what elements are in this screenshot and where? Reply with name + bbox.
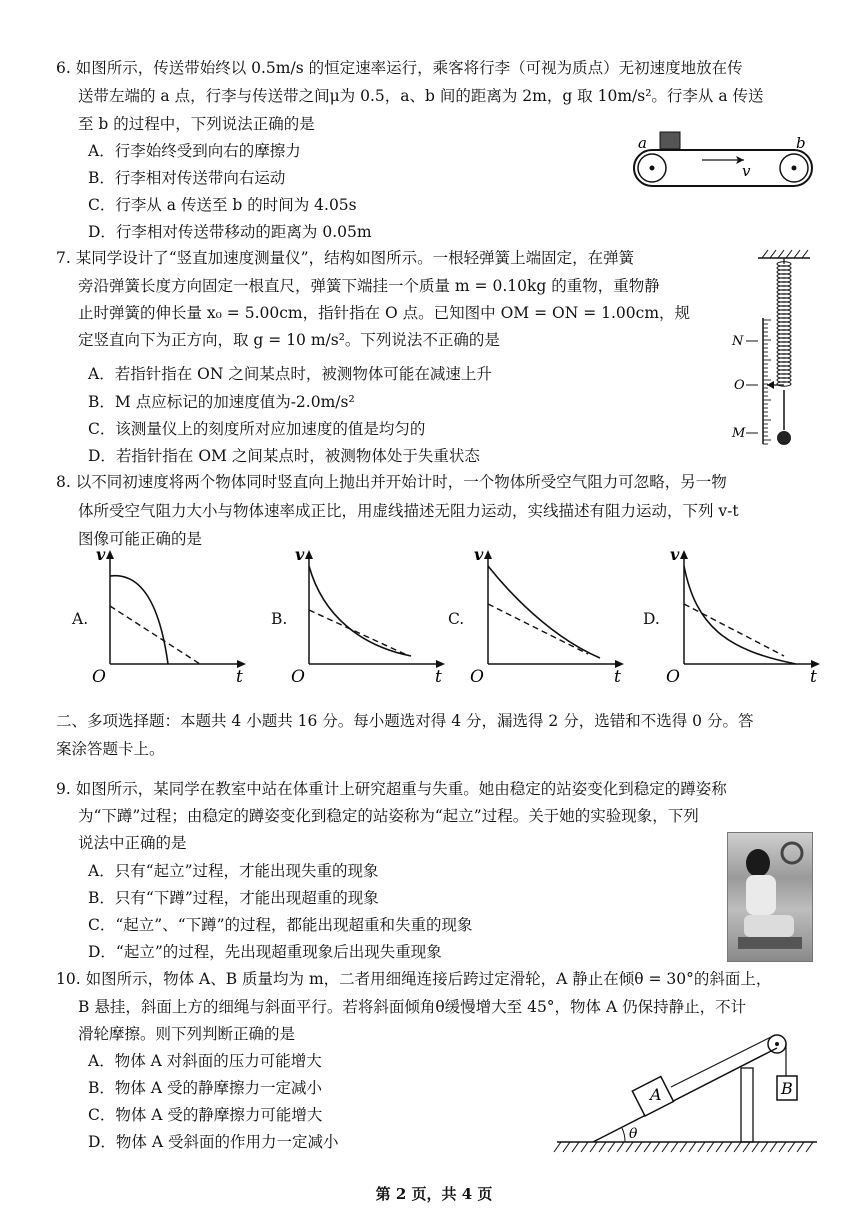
label-theta: θ xyxy=(629,1126,638,1142)
q7-option-b: B．M 点应标记的加速度值为-2.0m/s² xyxy=(88,393,355,411)
label-a: a xyxy=(638,134,647,152)
graph-option-label: D. xyxy=(643,610,660,628)
vt-graph xyxy=(470,545,630,687)
photo-silhouette xyxy=(728,833,812,961)
label-n: N xyxy=(732,334,744,349)
graph-option-label: A. xyxy=(72,610,89,628)
incline-surface xyxy=(593,1048,777,1142)
q10-line-2: B 悬挂，斜面上方的细绳与斜面平行。若将斜面倾角θ缓慢增大至 45°，物体 A 仍保持静止，不计 xyxy=(78,998,747,1016)
v-label: v xyxy=(96,545,106,564)
v-label: v xyxy=(295,545,305,564)
origin-label: O xyxy=(92,667,106,687)
q10-option-a: A．物体 A 对斜面的压力可能增大 xyxy=(88,1052,322,1070)
q6-option-d: D．行李相对传送带移动的距离为 0.05m xyxy=(88,223,372,241)
q10-line-3: 滑轮摩擦。则下列判断正确的是 xyxy=(78,1025,296,1043)
q6-option-a: A．行李始终受到向右的摩擦力 xyxy=(88,142,301,160)
t-label: t xyxy=(810,667,817,687)
q7-option-a: A．若指针指在 ON 之间某点时，被测物体可能在减速上升 xyxy=(88,365,492,383)
q7-line-3: 止时弹簧的伸长量 x₀ = 5.00cm，指针指在 O 点。已知图中 OM = ON = 1.00cm，规 xyxy=(78,304,691,322)
q8-line-1: 8. 以不同初速度将两个物体同时竖直向上抛出并开始计时，一个物体所受空气阻力可忽略，另一物 xyxy=(56,473,727,491)
resistance-curve xyxy=(309,566,411,656)
label-b: B xyxy=(781,1079,793,1098)
q6-option-c: C．行李从 a 传送至 b 的时间为 4.05s xyxy=(88,196,357,214)
q10-option-c: C．物体 A 受的静摩擦力可能增大 xyxy=(88,1106,323,1124)
weight-ball xyxy=(777,431,791,445)
support-post xyxy=(741,1068,753,1142)
q10-option-d: D．物体 A 受斜面的作用力一定减小 xyxy=(88,1133,339,1151)
q9-line-1: 9. 如图所示，某同学在教室中站在体重计上研究超重与失重。她由稳定的站姿变化到稳定的蹲姿称 xyxy=(56,780,727,798)
q6-option-b: B．行李相对传送带向右运动 xyxy=(88,169,286,187)
section-2-line-1: 二、多项选择题：本题共 4 小题共 16 分。每小题选对得 4 分，漏选得 2 分，选错和不选得 0 分。答 xyxy=(56,712,754,730)
q7-line-4: 定竖直向下为正方向，取 g = 10 m/s²。下列说法不正确的是 xyxy=(78,331,500,349)
t-label: t xyxy=(614,667,621,687)
label-m: M xyxy=(732,426,746,441)
v-label: v xyxy=(670,545,680,564)
q9-option-c: C．“起立”、“下蹲”的过程，都能出现超重和失重的现象 xyxy=(88,916,473,934)
q9-option-a: A．只有“起立”过程，才能出现失重的现象 xyxy=(88,862,379,880)
squatting-student-photo xyxy=(727,832,813,962)
t-label: t xyxy=(435,667,442,687)
label-v: v xyxy=(742,162,751,180)
q8-line-2: 体所受空气阻力大小与物体速率成正比，用虚线描述无阻力运动，实线描述有阻力运动，下列 v-t xyxy=(78,502,739,520)
resistance-curve xyxy=(488,566,600,658)
spring-accelerometer-figure xyxy=(730,248,820,463)
resistance-curve xyxy=(684,566,796,664)
origin-label: O xyxy=(666,667,680,687)
vt-graph xyxy=(666,545,826,687)
ruler-ticks xyxy=(763,320,771,444)
ground-hatching xyxy=(554,1142,813,1152)
q9-line-2: 为“下蹲”过程；由稳定的蹲姿变化到稳定的站姿称为“起立”过程。关于她的实验现象，下列 xyxy=(78,807,699,825)
graph-option-label: B. xyxy=(271,610,288,628)
vt-graph xyxy=(92,545,252,687)
label-b: b xyxy=(796,134,806,152)
q7-line-2: 旁沿弹簧长度方向固定一根直尺，弹簧下端挂一个质量 m = 0.10kg 的重物，重物静 xyxy=(78,277,660,295)
q10-line-1: 10. 如图所示，物体 A、B 质量均为 m，二者用细绳连接后跨过定滑轮，A 静止在倾θ = 30°的斜面上， xyxy=(56,970,772,988)
q7-option-c: C．该测量仪上的刻度所对应加速度的值是均匀的 xyxy=(88,420,426,438)
no-resistance-line xyxy=(488,604,588,654)
vt-graph xyxy=(291,545,451,687)
no-resistance-line xyxy=(110,606,200,664)
label-a: A xyxy=(650,1085,662,1104)
q6-line-1: 6. 如图所示，传送带始终以 0.5m/s 的恒定速率运行，乘客将行李（可视为质点）无初速度地放在传 xyxy=(56,59,743,77)
no-resistance-line xyxy=(309,610,409,656)
label-o: O xyxy=(734,378,745,393)
origin-label: O xyxy=(291,667,305,687)
q7-option-d: D．若指针指在 OM 之间某点时，被测物体处于失重状态 xyxy=(88,447,480,465)
origin-label: O xyxy=(470,667,484,687)
q7-line-1: 7. 某同学设计了“竖直加速度测量仪”，结构如图所示。一根轻弹簧上端固定，在弹簧 xyxy=(56,249,635,267)
q6-line-3: 至 b 的过程中，下列说法正确的是 xyxy=(78,115,315,133)
q6-line-2: 送带左端的 a 点，行李与传送带之间μ为 0.5，a、b 间的距离为 2m，g 取 10m/s²。行李从 a 传送 xyxy=(78,87,764,105)
q10-option-b: B．物体 A 受的静摩擦力一定减小 xyxy=(88,1079,322,1097)
conveyor-belt-figure xyxy=(630,128,820,198)
graph-option-label: C. xyxy=(448,610,465,628)
section-2-line-2: 案涂答题卡上。 xyxy=(56,740,165,758)
luggage-box xyxy=(660,132,680,149)
page-footer: 第 2 页，共 4 页 xyxy=(375,1185,493,1203)
q9-option-b: B．只有“下蹲”过程，才能出现超重的现象 xyxy=(88,889,379,907)
no-resistance-line xyxy=(684,604,784,656)
q8-line-3: 图像可能正确的是 xyxy=(78,530,203,548)
q9-line-3: 说法中正确的是 xyxy=(78,834,187,852)
spring-coils xyxy=(777,262,791,386)
t-label: t xyxy=(236,667,243,687)
q9-option-d: D．“起立”的过程，先出现超重现象后出现失重现象 xyxy=(88,943,442,961)
resistance-curve xyxy=(110,576,168,664)
incline-pulley-figure xyxy=(555,1030,825,1160)
v-label: v xyxy=(474,545,484,564)
rope-incline xyxy=(671,1035,775,1087)
